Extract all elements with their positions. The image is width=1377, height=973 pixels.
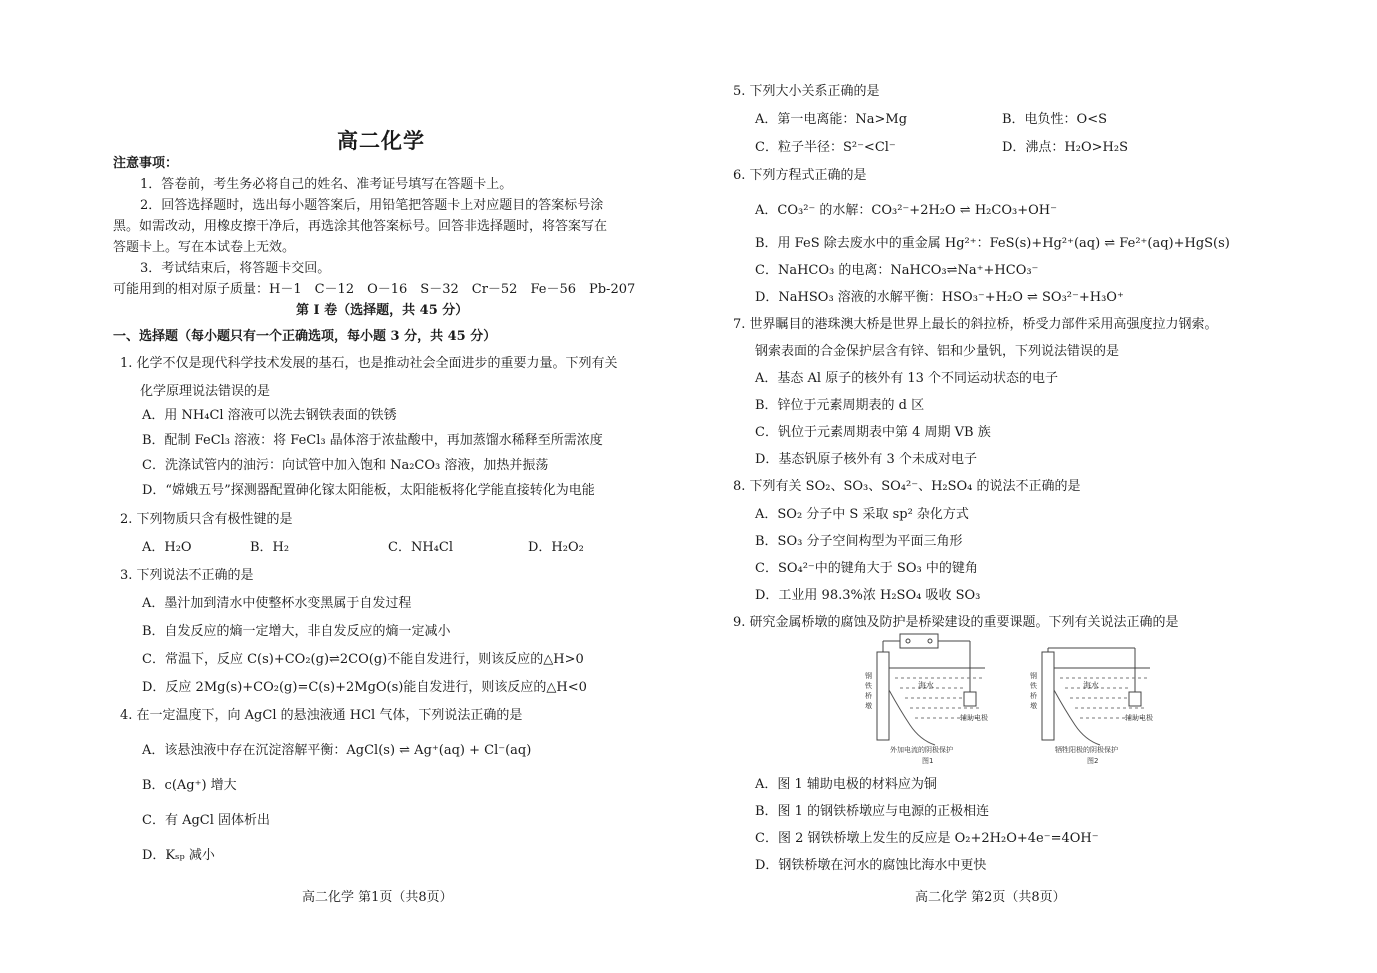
q6-option-a: A．CO₃²⁻ 的水解：CO₃²⁻+2H₂O ⇌ H₂CO₃+OH⁻	[755, 203, 1057, 218]
fig1-electrode-label: 辅助电极	[960, 714, 988, 722]
q5-option-a: A．第一电离能：Na>Mg	[755, 112, 908, 127]
q4-option-d: D．Kₛₚ 减小	[142, 848, 215, 863]
atomic-masses: 可能用到的相对原子质量：H－1 C－12 O－16 S－32 Cr－52 Fe－56 Pb-207	[113, 282, 636, 297]
q4-option-a: A．该悬浊液中存在沉淀溶解平衡：AgCl(s) ⇌ Ag⁺(aq) + Cl⁻(aq)	[142, 743, 532, 758]
q6-option-c: C．NaHCO₃ 的电离：NaHCO₃⇌Na⁺+HCO₃⁻	[755, 263, 1039, 278]
fig2-electrode-label: 辅助电极	[1125, 714, 1153, 722]
q8-option-d: D．工业用 98.3%浓 H₂SO₄ 吸收 SO₃	[755, 588, 981, 603]
fig1-pier-label: 钢	[865, 672, 872, 680]
exam-title: 高二化学	[337, 128, 425, 153]
q1-option-d: D．“嫦娥五号”探测器配置砷化镓太阳能板，太阳能板将化学能直接转化为电能	[142, 483, 595, 498]
q3-option-a: A．墨汁加到清水中使整杯水变黑属于自发过程	[142, 596, 412, 611]
q3-stem: 3. 下列说法不正确的是	[120, 568, 254, 583]
q9-option-c: C．图 2 钢铁桥墩上发生的反应是 O₂+2H₂O+4e⁻=4OH⁻	[755, 831, 1099, 846]
fig1-sea-label: 海水	[918, 681, 934, 690]
q9-option-d: D．钢铁桥墩在河水的腐蚀比海水中更快	[755, 858, 987, 873]
figure-1	[865, 634, 988, 765]
fig1-pier-label: 桥	[865, 692, 872, 700]
q8-option-b: B．SO₃ 分子空间构型为平面三角形	[755, 534, 963, 549]
q5-option-c: C．粒子半径：S²⁻<Cl⁻	[755, 140, 896, 155]
q2-option-b: B．H₂	[250, 540, 290, 555]
notice-line: 3．考试结束后，将答题卡交回。	[140, 261, 331, 276]
q7-option-d: D．基态钒原子核外有 3 个未成对电子	[755, 452, 977, 467]
q2-option-a: A．H₂O	[142, 540, 192, 555]
q6-stem: 6. 下列方程式正确的是	[733, 168, 867, 183]
notice-heading: 注意事项：	[113, 156, 179, 171]
q7-option-a: A．基态 Al 原子的核外有 13 个不同运动状态的电子	[755, 371, 1059, 386]
q1-option-a: A．用 NH₄Cl 溶液可以洗去钢铁表面的铁锈	[142, 408, 397, 423]
q8-stem: 8. 下列有关 SO₂、SO₃、SO₄²⁻、H₂SO₄ 的说法不正确的是	[733, 479, 1081, 494]
q5-option-b: B．电负性：O<S	[1002, 112, 1108, 127]
notice-line: 答题卡上。写在本试卷上无效。	[113, 240, 296, 255]
q7-option-c: C．钒位于元素周期表中第 4 周期 VB 族	[755, 425, 991, 440]
q4-option-b: B．c(Ag⁺) 增大	[142, 778, 237, 793]
q2-option-c: C．NH₄Cl	[388, 540, 453, 555]
fig1-pier-label: 铁	[865, 682, 872, 690]
part-title: 第 I 卷（选择题，共 45 分）	[296, 303, 469, 318]
q7-stem: 7. 世界瞩目的港珠澳大桥是世界上最长的斜拉桥，桥受力部件采用高强度拉力钢索。	[733, 317, 1218, 332]
notice-line: 黑。如需改动，用橡皮擦干净后，再选涂其他答案标号。回答非选择题时，将答案写在	[113, 219, 608, 234]
q5-stem: 5. 下列大小关系正确的是	[733, 84, 880, 99]
q6-option-d: D．NaHSO₃ 溶液的水解平衡：HSO₃⁻+H₂O ⇌ SO₃²⁻+H₃O⁺	[755, 290, 1124, 305]
q2-option-d: D．H₂O₂	[528, 540, 584, 555]
page-footer: 高二化学 第1页（共8页）	[302, 890, 453, 905]
figure-2	[1030, 648, 1153, 765]
q7-option-b: B．锌位于元素周期表的 d 区	[755, 398, 925, 413]
q3-option-c: C．常温下，反应 C(s)+CO₂(g)⇌2CO(g)不能自发进行，则该反应的△H>0	[142, 652, 584, 667]
q8-option-a: A．SO₂ 分子中 S 采取 sp² 杂化方式	[755, 507, 969, 522]
q9-option-b: B．图 1 的钢铁桥墩应与电源的正极相连	[755, 804, 990, 819]
q9-stem: 9. 研究金属桥墩的腐蚀及防护是桥梁建设的重要课题。下列有关说法正确的是	[733, 615, 1179, 630]
fig1-caption: 外加电流的阴极保护	[890, 746, 953, 754]
q3-option-d: D．反应 2Mg(s)+CO₂(g)=C(s)+2MgO(s)能自发进行，则该反应的△H<0	[142, 680, 587, 695]
q4-option-c: C．有 AgCl 固体析出	[142, 813, 271, 828]
notice-line: 1．答卷前，考生务必将自己的姓名、准考证号填写在答题卡上。	[140, 177, 513, 192]
q8-option-c: C．SO₄²⁻中的键角大于 SO₃ 中的键角	[755, 561, 978, 576]
q9-option-a: A．图 1 辅助电极的材料应为铜	[755, 777, 937, 792]
fig2-pier-label: 墩	[1030, 702, 1037, 710]
fig1-pier-label: 墩	[865, 702, 872, 710]
q1-stem: 1. 化学不仅是现代科学技术发展的基石，也是推动社会全面进步的重要力量。下列有关	[120, 356, 618, 371]
q3-option-b: B．自发反应的熵一定增大，非自发反应的熵一定减小	[142, 624, 451, 639]
corrosion-protection-figure	[860, 630, 1170, 770]
notice-line: 2．回答选择题时，选出每小题答案后，用铅笔把答题卡上对应题目的答案标号涂	[140, 198, 604, 213]
q4-stem: 4. 在一定温度下，向 AgCl 的悬浊液通 HCl 气体，下列说法正确的是	[120, 708, 523, 723]
fig2-caption: 牺牲阳极的阴极保护	[1055, 746, 1118, 754]
fig2-sea-label: 海水	[1083, 681, 1099, 690]
section-title: 一、选择题（每小题只有一个正确选项，每小题 3 分，共 45 分）	[113, 329, 497, 344]
fig2-pier-label: 铁	[1030, 682, 1037, 690]
q1-option-c: C．洗涤试管内的油污：向试管中加入饱和 Na₂CO₃ 溶液，加热并振荡	[142, 458, 549, 473]
fig1-label: 图1	[922, 757, 934, 765]
fig2-label: 图2	[1087, 757, 1099, 765]
page-footer: 高二化学 第2页（共8页）	[915, 890, 1066, 905]
q5-option-d: D．沸点：H₂O>H₂S	[1002, 140, 1128, 155]
fig2-pier-label: 桥	[1030, 692, 1037, 700]
q2-stem: 2. 下列物质只含有极性键的是	[120, 512, 293, 527]
q7-stem-cont: 钢索表面的合金保护层含有锌、铝和少量钒，下列说法错误的是	[755, 344, 1120, 359]
q1-option-b: B．配制 FeCl₃ 溶液：将 FeCl₃ 晶体溶于浓盐酸中，再加蒸馏水稀释至所需浓度	[142, 433, 603, 448]
q1-stem-cont: 化学原理说法错误的是	[140, 384, 271, 399]
fig2-pier-label: 钢	[1030, 672, 1037, 680]
q6-option-b: B．用 FeS 除去废水中的重金属 Hg²⁺：FeS(s)+Hg²⁺(aq) ⇌ Fe²⁺(aq)+HgS(s)	[755, 236, 1230, 251]
